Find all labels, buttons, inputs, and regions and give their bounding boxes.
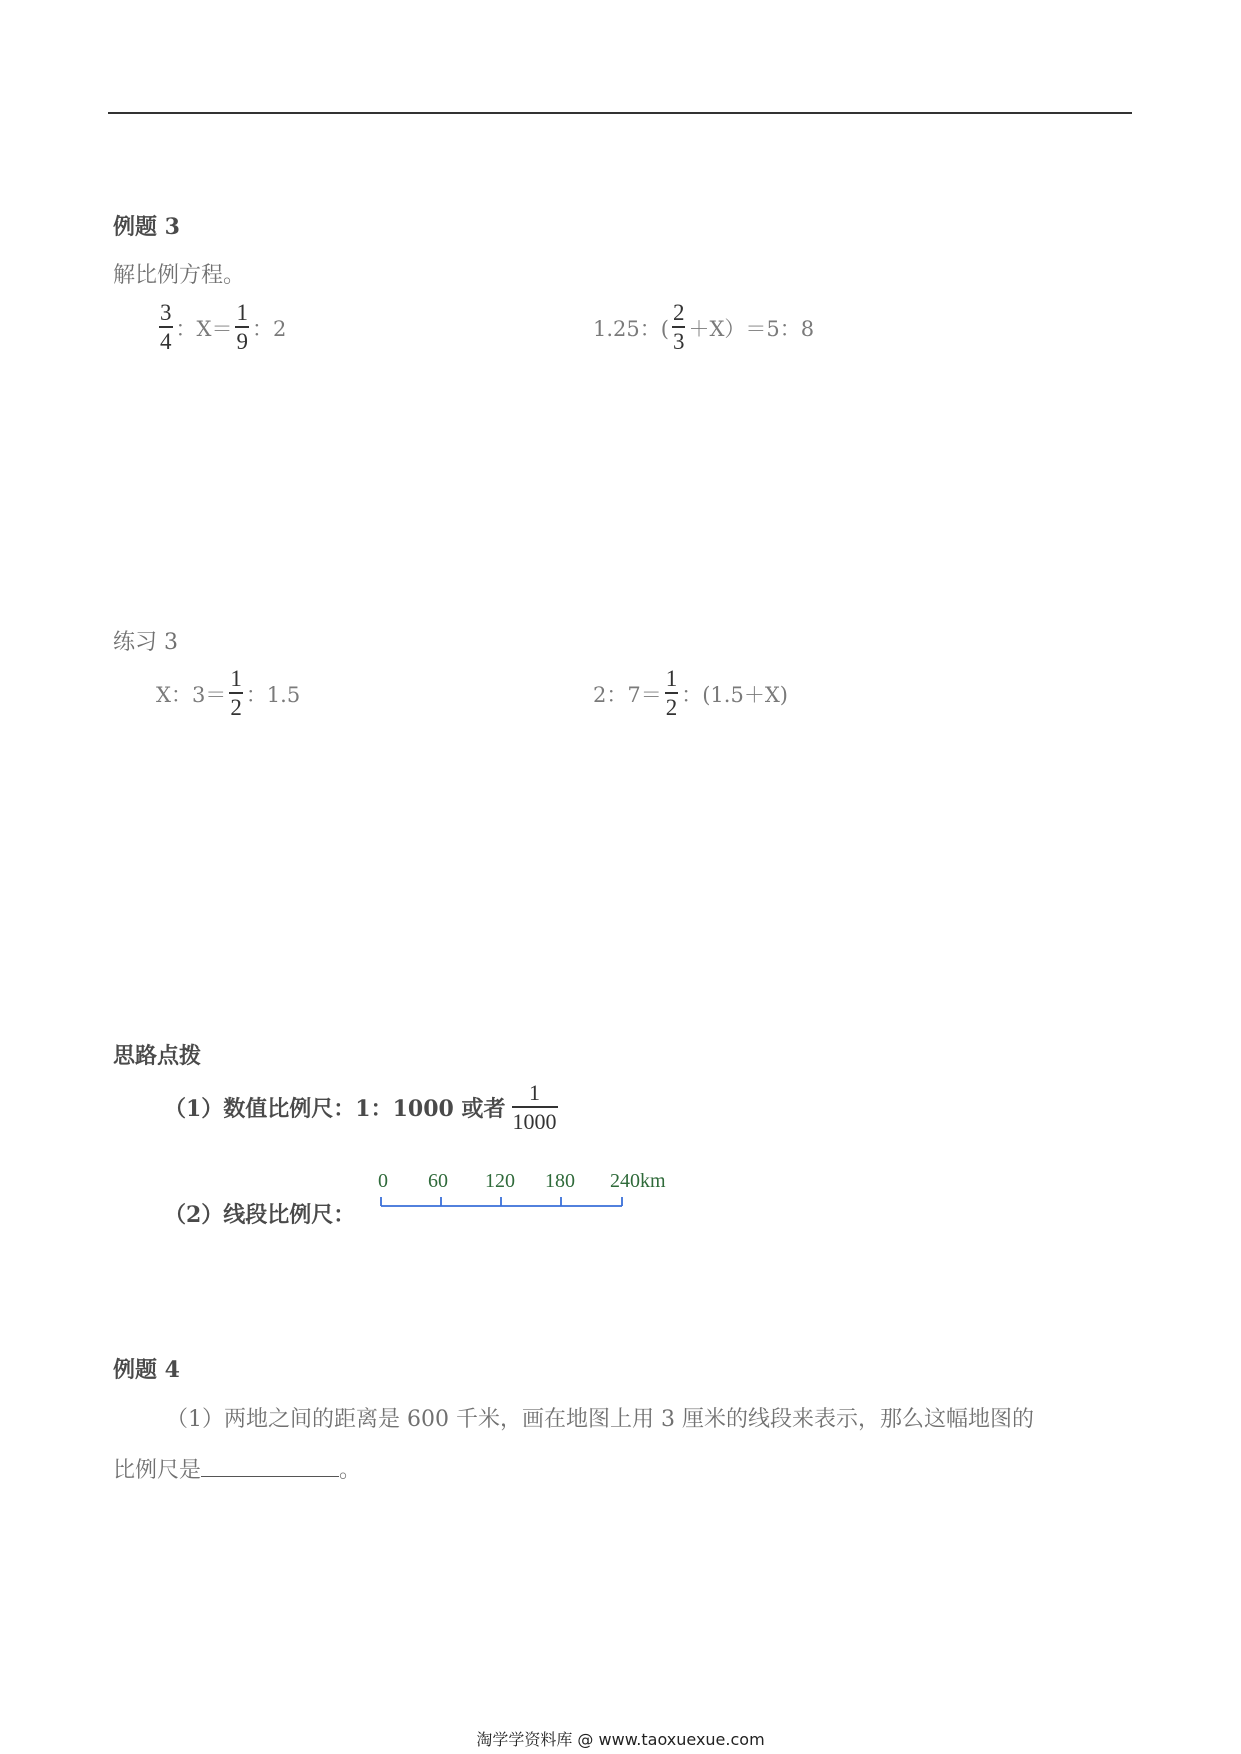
fraction-numerator: 1 (665, 666, 678, 691)
equation-text: ：(1.5＋X) (681, 682, 788, 707)
equation-text: 1.25：( (593, 316, 669, 341)
fraction (229, 666, 243, 722)
fraction-numerator: 1 (529, 1080, 541, 1105)
equation-text: ：X＝ (175, 316, 233, 341)
question-text: 比例尺是 (113, 1458, 202, 1483)
fraction-numerator: 1 (230, 666, 242, 691)
hint-item-2: （2）线段比例尺： (164, 1202, 356, 1228)
hint-item-1 (164, 1080, 561, 1136)
scale-bar-label: 120 (485, 1170, 515, 1192)
hint-text: （1）数值比例尺：1：1000 或者 (164, 1096, 506, 1123)
practice3-equation-1 (156, 666, 300, 722)
example4-question-line-1: （1）两地之间的距离是 600 千米，画在地图上用 3 厘米的线段来表示，那么这幅地图的 (166, 1407, 1034, 1432)
fraction-denominator: 2 (230, 694, 242, 720)
line-scale-bar (372, 1163, 692, 1215)
example3-equation-1 (156, 300, 286, 356)
header-rule (108, 112, 1132, 114)
answer-blank[interactable] (201, 1456, 339, 1477)
fraction (235, 300, 249, 356)
example4-question-line-2 (113, 1453, 361, 1484)
equation-text: 2：7＝ (593, 682, 662, 707)
scale-bar-label: 240km (610, 1170, 666, 1192)
example3-equation-2 (593, 300, 814, 356)
example3-heading: 例题 3 (113, 214, 180, 240)
practice3-equation-2 (593, 666, 788, 722)
fraction-numerator: 3 (160, 300, 172, 325)
example3-instruction: 解比例方程。 (113, 263, 246, 288)
scale-bar-label: 0 (378, 1170, 388, 1192)
example4-heading: 例题 4 (113, 1357, 180, 1383)
fraction-denominator: 4 (160, 328, 172, 354)
fraction (672, 300, 686, 356)
footer-watermark: 淘学学资料库 @ www.taoxuexue.com (476, 1730, 765, 1749)
scale-bar-label: 60 (428, 1170, 448, 1192)
equation-text: ：2 (251, 316, 287, 341)
equation-text: ＋X）＝5：8 (688, 316, 815, 341)
question-text: 。 (339, 1458, 362, 1483)
scale-bar-label: 180 (545, 1170, 575, 1192)
practice3-heading: 练习 3 (113, 630, 178, 655)
fraction (665, 666, 679, 722)
fraction-denominator: 9 (236, 328, 248, 354)
equation-text: X：3＝ (156, 682, 227, 707)
fraction-numerator: 2 (672, 300, 685, 325)
equation-text: ：1.5 (245, 682, 301, 707)
fraction-denominator: 2 (665, 694, 678, 720)
fraction-numerator: 1 (236, 300, 248, 325)
fraction-denominator: 1000 (512, 1108, 557, 1134)
fraction-denominator: 3 (672, 328, 685, 354)
hints-heading: 思路点拨 (113, 1043, 202, 1069)
fraction (512, 1080, 558, 1136)
fraction (159, 300, 173, 356)
